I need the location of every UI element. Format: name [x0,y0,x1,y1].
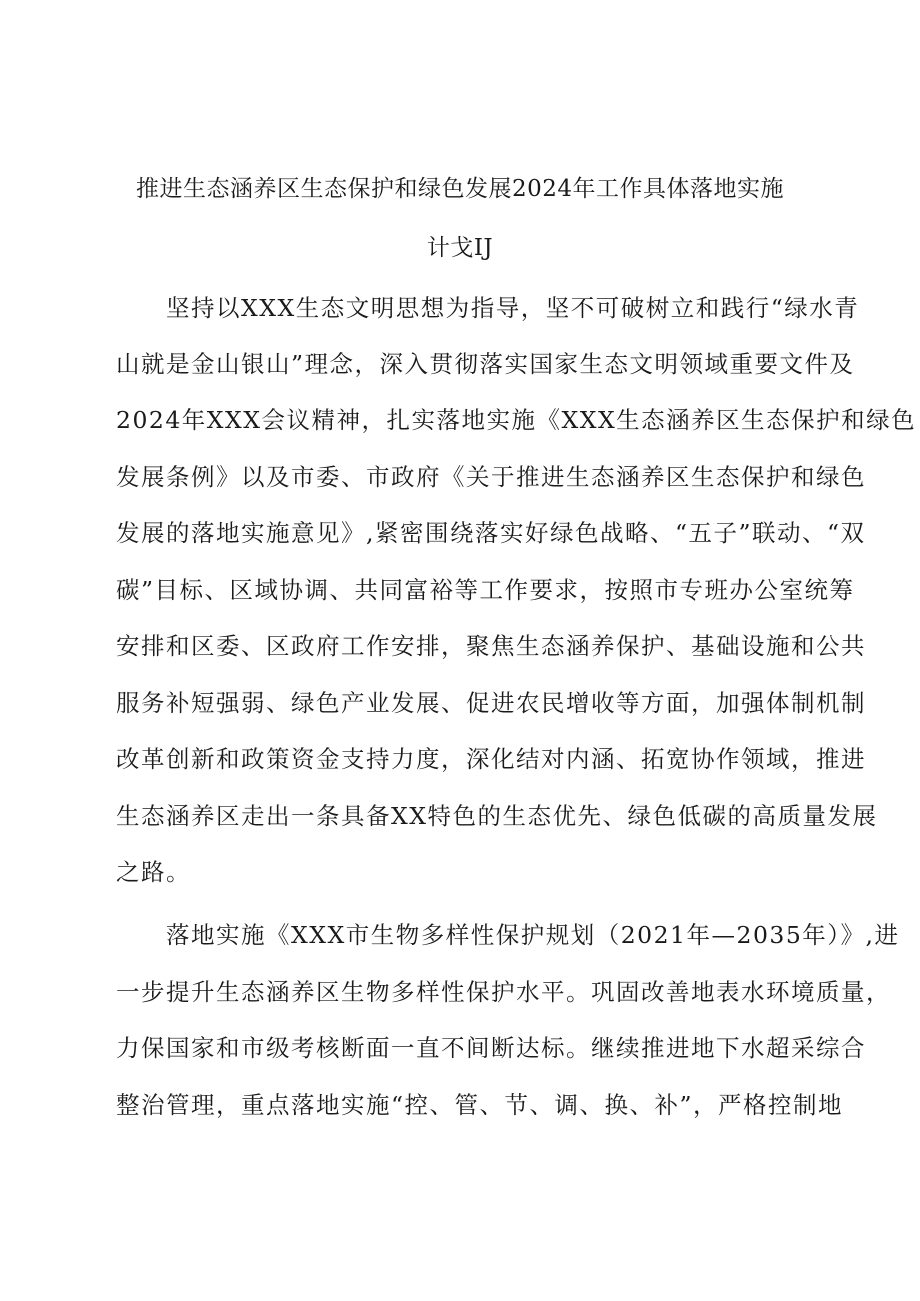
paragraph-2-line: 落地实施《XXX市生物多样性保护规划（2021年—2035年）》,进 [166,921,900,949]
paragraph-2-line: 一步提升生态涵养区生物多样性保护水平。巩固改善地表水环境质量， [116,978,891,1006]
document-title-line-1: 推进生态涵养区生态保护和绿色发展2024年工作具体落地实施 [135,176,785,202]
paragraph-1-line: 发展条例》以及市委、市政府《关于推进生态涵养区生态保护和绿色 [116,463,866,491]
paragraph-1-line: 碳”目标、区域协调、共同富裕等工作要求，按照市专班办公室统筹 [116,576,855,604]
paragraph-1-line: 坚持以XXX生态文明思想为指导，坚不可破树立和践行“绿水青 [166,294,860,322]
paragraph-1-line: 发展的落地实施意见》,紧密围绕落实好绿色战略、“五子”联动、“双 [116,519,866,547]
paragraph-1-line: 2024年XXX会议精神，扎实落地实施《XXX生态涵养区生态保护和绿色 [116,406,917,434]
paragraph-2-line: 整治管理，重点落地实施“控、管、节、调、换、补”，严格控制地 [116,1091,844,1119]
paragraph-1-line: 生态涵养区走出一条具备XX特色的生态优先、绿色低碳的高质量发展 [116,802,878,830]
paragraph-1-line: 安排和区委、区政府工作安排，聚焦生态涵养保护、基础设施和公共 [116,632,866,660]
paragraph-1-line: 之路。 [116,858,191,886]
paragraph-2-line: 力保国家和市级考核断面一直不间断达标。继续推进地下水超采综合 [116,1034,866,1062]
paragraph-1-line: 山就是金山银山”理念，深入贯彻落实国家生态文明领域重要文件及 [116,350,855,378]
paragraph-1-line: 改革创新和政策资金支持力度，深化结对内涵、拓宽协作领域，推进 [116,745,866,773]
paragraph-1-line: 服务补短强弱、绿色产业发展、促进农民增收等方面，加强体制机制 [116,689,866,717]
document-title-line-2: 计戈IJ [426,235,494,261]
